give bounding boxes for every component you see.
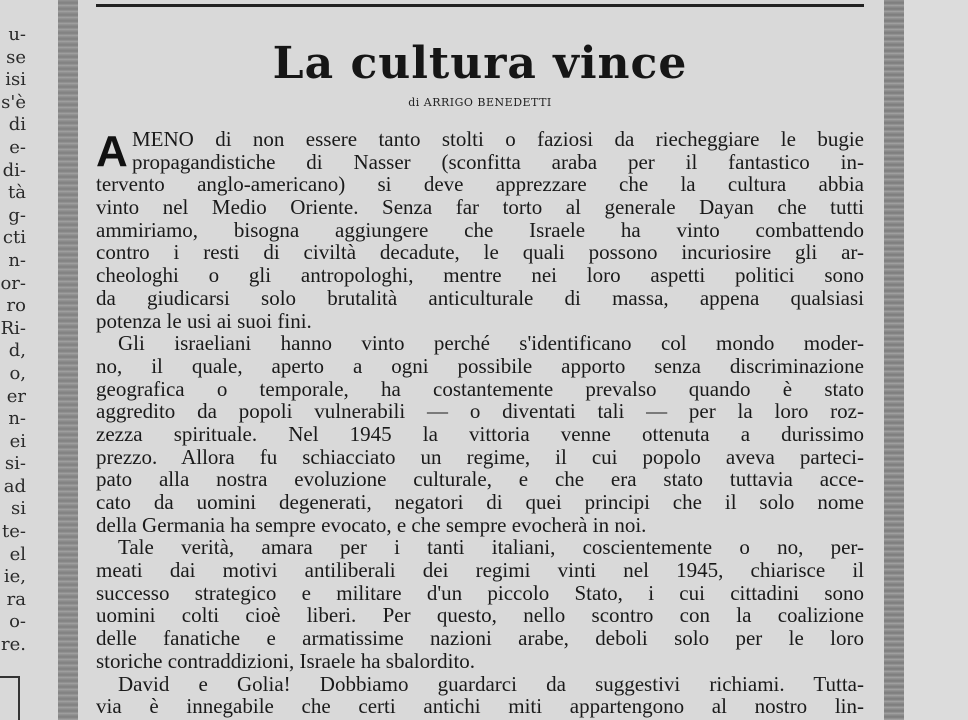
text-line: da giudicarsi solo brutalità anticulturale di massa, appena qualsiasi: [96, 285, 864, 310]
text-line: Tale verità, amara per i tanti italiani, coscientemente o no, per-: [118, 535, 864, 560]
fragment-line: di: [8, 114, 26, 136]
text-line: no, il quale, aperto a ogni possibile apporto senza discriminazione: [96, 353, 864, 378]
text-line: meati dai motivi antiliberali dei regimi vinti nel 1945, chiarisce il: [96, 558, 864, 583]
fragment-line: u-: [8, 24, 26, 45]
text-line: Gli israeliani hanno vinto perché s'identificano col mondo moder-: [118, 331, 864, 356]
fragment-line: re.: [1, 634, 26, 656]
fragment-line: isi: [5, 69, 26, 91]
fragment-line: se: [6, 46, 26, 68]
article-byline: di ARRIGO BENEDETTI: [408, 96, 552, 109]
text-line: storiche contraddizioni, Israele ha sbalordito.: [96, 648, 476, 673]
text-line: aggredito da popoli vulnerabili — o diventati tali — per la loro roz-: [96, 399, 864, 424]
adjacent-column-fragments: [0, 24, 26, 657]
drop-cap: A: [96, 127, 128, 176]
text-line: ammiriamo, bisogna aggiungere che Israele ha vinto combattendo: [96, 217, 864, 242]
text-line: potenza le usi ai suoi fini.: [96, 308, 312, 333]
fragment-line: cti: [2, 227, 26, 249]
text-line: tervento anglo-americano) si deve apprezzare che la cultura abbia: [96, 172, 864, 197]
article-title: La cultura vince: [272, 38, 688, 89]
fragment-line: ie,: [3, 566, 26, 588]
fragment-line: o,: [9, 362, 26, 384]
fragment-line: ei: [9, 430, 26, 452]
article-paragraph: [96, 332, 864, 536]
fragment-line: or-: [0, 272, 26, 294]
fragment-line: e-: [9, 136, 26, 158]
text-line: geografica o temporale, ha costantemente prevalso quando è stato: [96, 376, 864, 401]
fragment-line: te-: [2, 521, 26, 543]
article-paragraph: [96, 128, 864, 332]
fragment-line: el: [9, 543, 26, 565]
text-line: pato alla nostra evoluzione culturale, e che era stato tuttavia acce-: [96, 467, 864, 492]
text-line: MENO di non essere tanto stolti o faziosi da riecheggiare le bugie: [132, 127, 864, 151]
text-line: contro i resti di civiltà decadute, le quali possono incuriosire gli ar-: [96, 240, 864, 265]
fragment-line: si-: [4, 453, 26, 475]
fragment-line: ro: [6, 295, 26, 317]
fragment-line: ad: [3, 475, 26, 497]
text-line: vinto nel Medio Oriente. Senza far torto al generale Dayan che tutti: [96, 195, 864, 220]
column-rule-right: [884, 0, 904, 720]
fragment-line: ra: [6, 588, 26, 610]
fragment-line: tà: [8, 182, 26, 204]
fragment-line: n-: [8, 408, 26, 430]
top-rule: [96, 4, 864, 7]
fragment-line: g-: [8, 204, 26, 226]
fragment-line: er: [6, 385, 26, 407]
text-line: propagandistiche di Nasser (sconfitta araba per il fantastico in-: [132, 149, 864, 174]
fragment-line: o-: [9, 611, 26, 633]
page-margin-right: [904, 0, 968, 720]
text-line: della Germania ha sempre evocato, e che sempre evocherà in noi.: [96, 512, 647, 537]
text-line: successo strategico e militare d'un piccolo Stato, i cui cittadini sono: [96, 580, 864, 605]
text-line: David e Golia! Dobbiamo guardarci da suggestivi richiami. Tutta-: [118, 671, 864, 696]
fragment-line: di-: [2, 159, 26, 181]
text-line: prezzo. Allora fu schiacciato un regime, il cui popolo aveva parteci-: [96, 444, 864, 469]
text-line: uomini colti cioè liberi. Per questo, nello scontro con la coalizione: [96, 603, 864, 628]
column-rule-left: [58, 0, 78, 720]
text-line: zezza spirituale. Nel 1945 la vittoria venne ottenuta a durissimo: [96, 421, 864, 446]
fragment-line: si: [11, 498, 26, 520]
fragment-line: s'è: [1, 91, 26, 113]
fragment-line: Ri-: [0, 317, 26, 339]
article-body: [96, 128, 864, 718]
text-line: via è innegabile che certi antichi miti appartengono al nostro lin-: [96, 694, 864, 719]
fragment-line: n-: [8, 249, 26, 271]
article-paragraph: [96, 673, 864, 718]
text-line: delle fanatiche e armatissime nazioni arabe, deboli solo per le loro: [96, 626, 864, 651]
fragment-line: d,: [8, 340, 26, 362]
text-line: cheologhi o gli antropologhi, mentre nei loro aspetti politici sono: [96, 263, 864, 288]
adjacent-column-box: [0, 676, 20, 720]
text-line: cato da uomini degenerati, negatori di quei principi che il solo nome: [96, 490, 864, 514]
article-paragraph: [96, 536, 864, 672]
